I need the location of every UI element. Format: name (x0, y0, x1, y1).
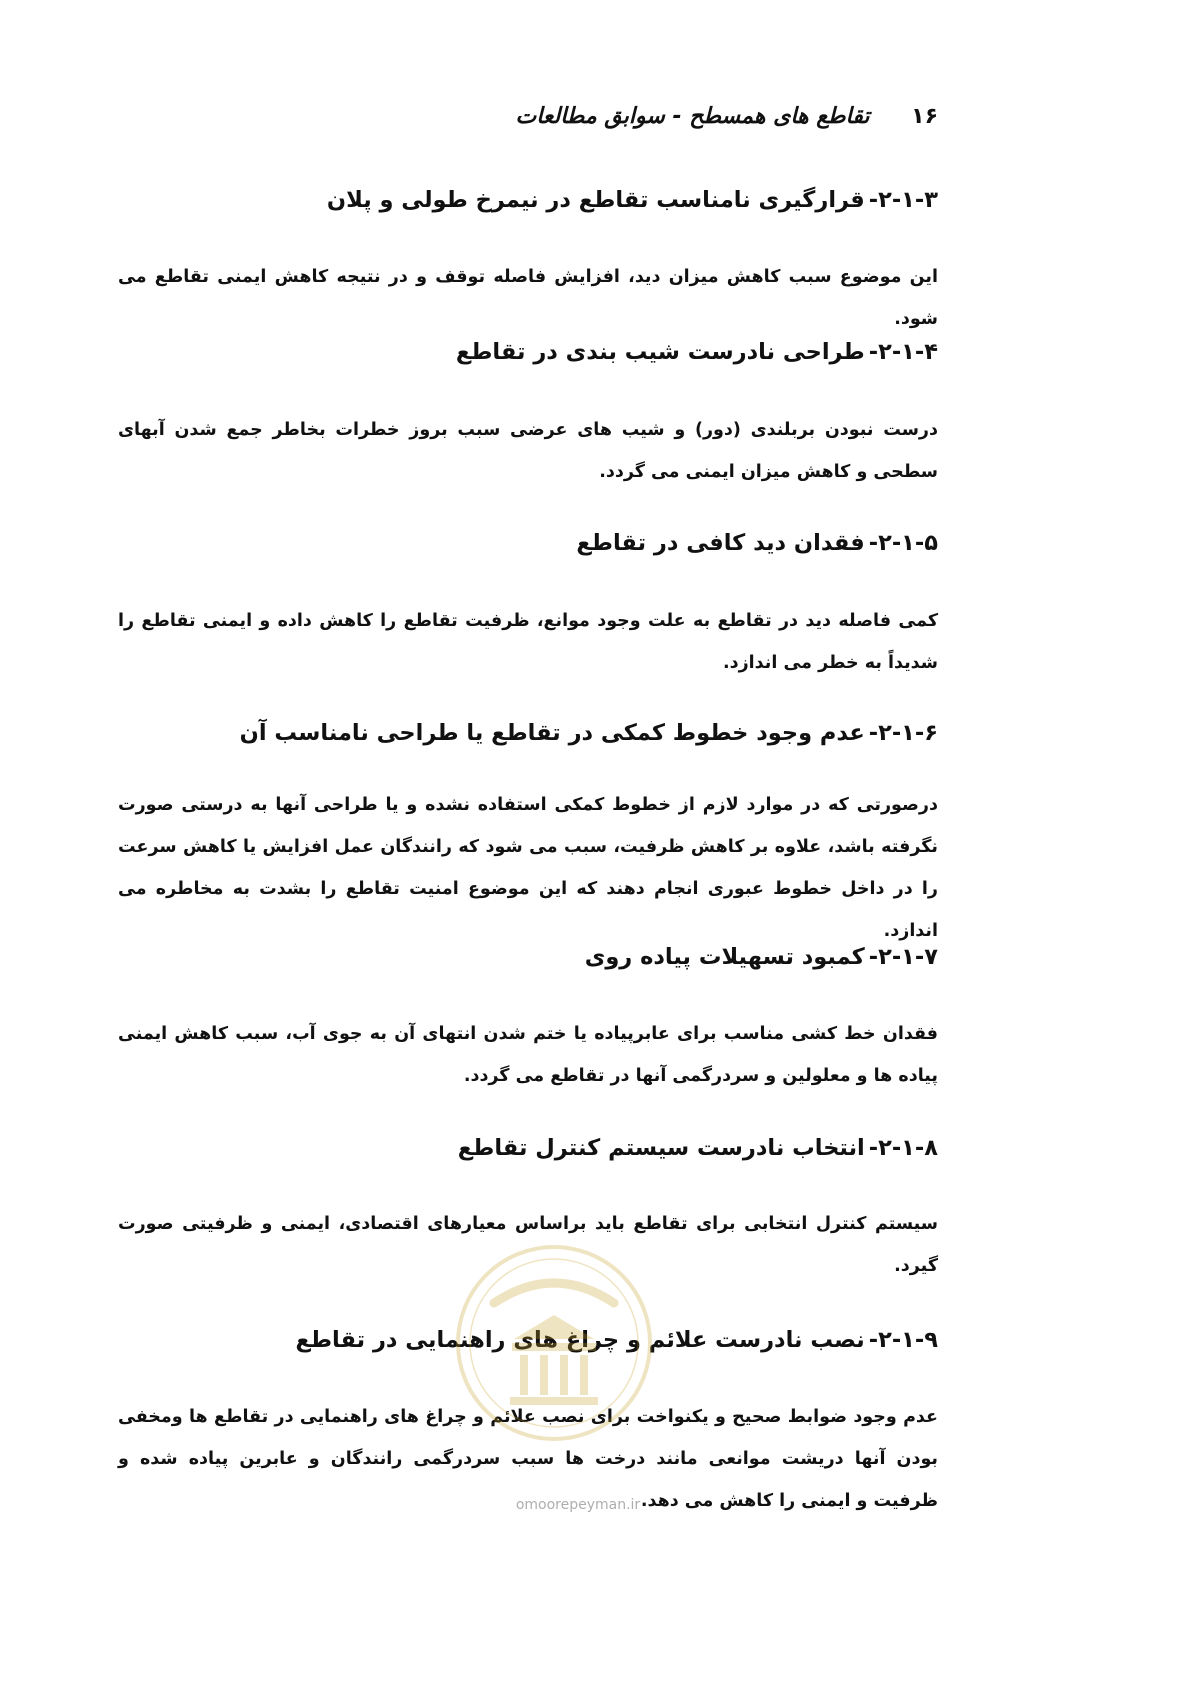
section-paragraph: کمی فاصله دید در تقاطع به علت وجود موانع، ظرفیت تقاطع را کاهش داده و ایمنی تقاطع را شدیداً به خطر می اندازد. (118, 611, 938, 673)
section-2-1-7-body (118, 1013, 938, 1097)
section-number: ۲-۱-۸- (868, 1135, 938, 1161)
section-paragraph: سیستم کنترل انتخابی برای تقاطع باید براساس معیارهای اقتصادی، ایمنی و ظرفیتی صورت گیرد. (118, 1214, 938, 1276)
section-title: عدم وجود خطوط کمکی در تقاطع یا طراحی نامناسب آن (239, 720, 865, 746)
section-2-1-5 (118, 526, 938, 560)
page-number: ۱۶ (911, 104, 938, 129)
section-title: قرارگیری نامناسب تقاطع در نیمرخ طولی و پلان (326, 187, 865, 213)
section-2-1-4-body (118, 409, 938, 493)
section-2-1-5-body (118, 600, 938, 684)
section-heading (118, 526, 938, 560)
section-number: ۲-۱-۳- (868, 187, 938, 213)
section-2-1-6 (118, 716, 938, 750)
section-heading (118, 940, 938, 974)
section-heading (118, 183, 938, 217)
section-title: کمبود تسهیلات پیاده روی (584, 944, 865, 970)
header-title: تقاطع های همسطح - سوابق مطالعات (515, 104, 870, 129)
section-heading (118, 335, 938, 369)
section-title: فقدان دید کافی در تقاطع (576, 530, 865, 556)
section-2-1-3-body (118, 256, 938, 340)
running-header (238, 104, 938, 144)
section-paragraph: این موضوع سبب کاهش میزان دید، افزایش فاصله توقف و در نتیجه کاهش ایمنی تقاطع می شود. (118, 267, 938, 329)
section-number: ۲-۱-۹- (868, 1327, 938, 1353)
section-number: ۲-۱-۵- (868, 530, 938, 556)
watermark-seal-icon (454, 1243, 654, 1443)
section-number: ۲-۱-۶- (868, 720, 938, 746)
section-paragraph: درصورتی که در موارد لازم از خطوط کمکی استفاده نشده و یا طراحی آنها به درستی صورت نگرفته باشد، علاوه بر کاهش ظرفیت، سبب می شود که رانندگان عمل افزایش یا کاهش سرعت را در داخل خطوط عبوری انجام دهند که این موضوع امنیت تقاطع را بشدت به مخاطره می اندازد. (118, 795, 938, 941)
section-2-1-4 (118, 335, 938, 369)
section-number: ۲-۱-۴- (868, 339, 938, 365)
section-heading (118, 716, 938, 750)
watermark-url: omoorepeyman.ir (515, 1497, 641, 1513)
section-2-1-8 (118, 1131, 938, 1165)
section-heading (118, 1131, 938, 1165)
section-paragraph: درست نبودن بربلندی (دور) و شیب های عرضی سبب بروز خطرات بخاطر جمع شدن آبهای سطحی و کاهش میزان ایمنی می گردد. (118, 420, 938, 482)
section-title: طراحی نادرست شیب بندی در تقاطع (455, 339, 865, 365)
section-2-1-6-body (118, 784, 938, 952)
section-title: نصب نادرست علائم و چراغ های راهنمایی در تقاطع (295, 1327, 865, 1353)
section-title: انتخاب نادرست سیستم کنترل تقاطع (457, 1135, 865, 1161)
section-2-1-7 (118, 940, 938, 974)
section-2-1-3 (118, 183, 938, 217)
section-paragraph: فقدان خط کشی مناسب برای عابرپیاده یا ختم شدن انتهای آن به جوی آب، سبب کاهش ایمنی پیاده ها و معلولین و سردرگمی آنها در تقاطع می گردد. (118, 1024, 938, 1086)
section-number: ۲-۱-۷- (868, 944, 938, 970)
section-paragraph: عدم وجود ضوابط صحیح و یکنواخت برای نصب علائم و چراغ های راهنمایی در تقاطع ها ومخفی بودن آنها دریشت موانعی مانند درخت ها سبب سردرگمی رانندگان و عابرین پیاده شده و ظرفیت و ایمنی را کاهش می دهد. (118, 1407, 938, 1511)
